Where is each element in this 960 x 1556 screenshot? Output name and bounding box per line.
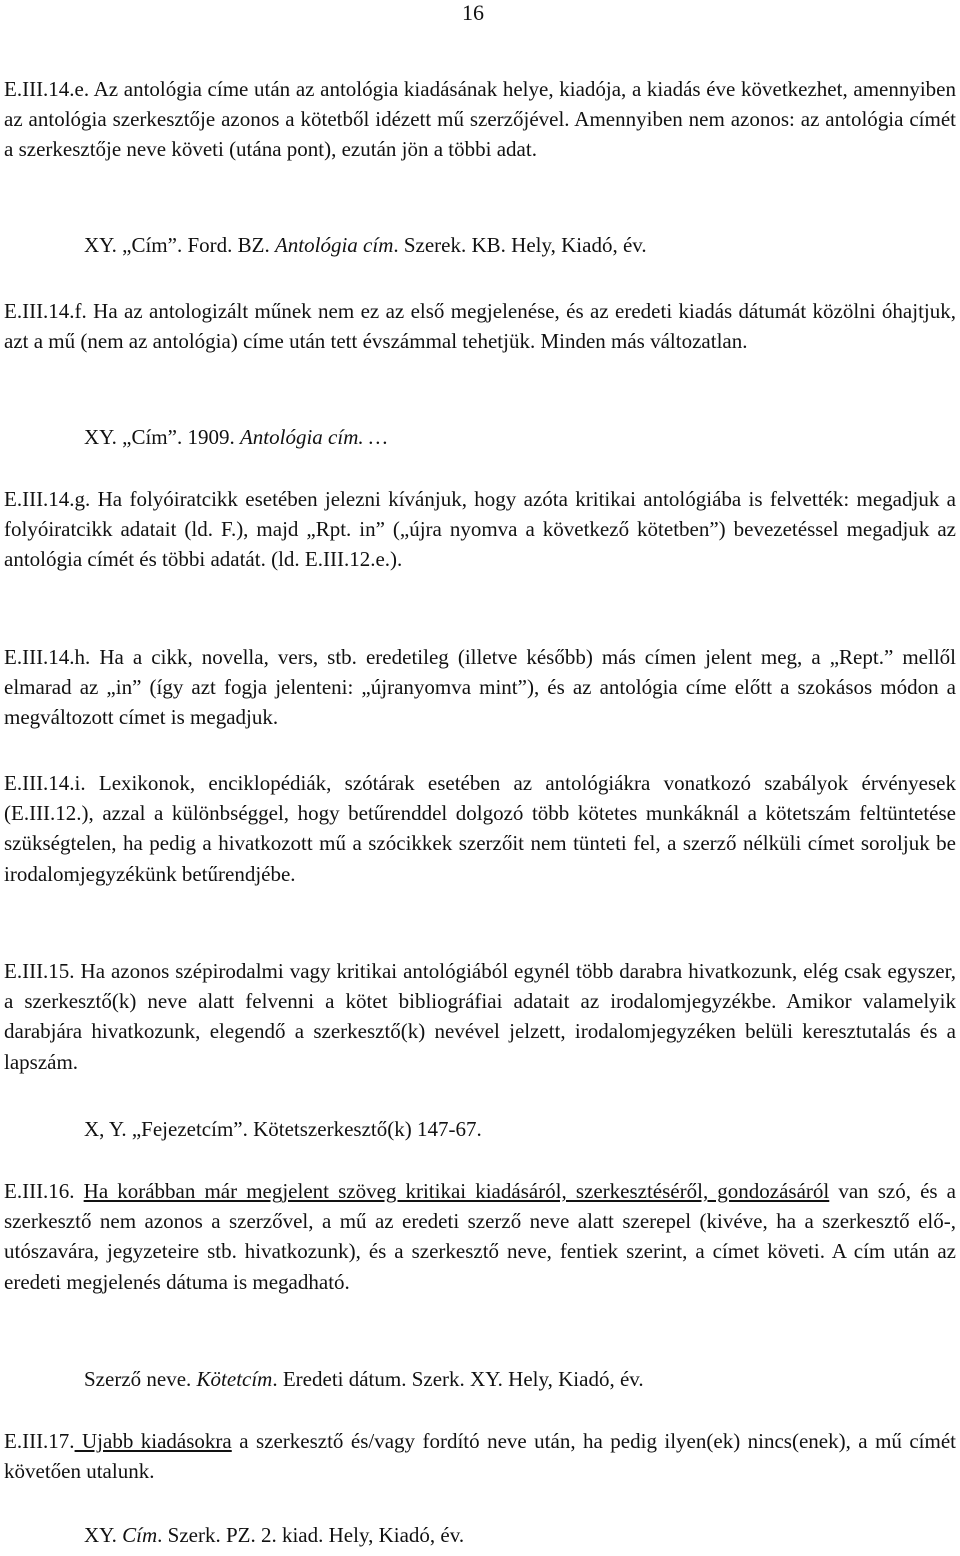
section-16-label: E.III.16. <box>4 1179 84 1203</box>
section-f-paragraph: E.III.14.f. Ha az antologizált műnek nem ez az első megjelenése, és az eredeti kiadás dátumát közölni óhajtjuk, azt a mű (nem az antológia) címe után tett évszámmal tehetjük. Minden más változatlan. <box>4 299 956 354</box>
section-g-paragraph: E.III.14.g. Ha folyóiratcikk esetében jelezni kívánjuk, hogy azóta kritikai antológiába is felvették: megadjuk a folyóiratcikk adatait (ld. F.), majd „Rpt. in” („újra nyomva a következő kötetben”) bevezetéssel megadjuk az antológia címét és többi adatát. (ld. E.III.12.e.). <box>4 487 956 572</box>
section-f-example-start: XY. „Cím”. 1909. <box>84 425 240 449</box>
section-16-example <box>84 1364 644 1394</box>
section-17-paragraph <box>4 1426 956 1486</box>
section-f-example <box>84 422 388 452</box>
section-17-example-end: . Szerk. PZ. 2. kiad. Hely, Kiadó, év. <box>157 1523 465 1547</box>
section-16-example-italic: Kötetcím <box>196 1367 273 1391</box>
section-e-example-italic: Antológia cím <box>274 233 394 257</box>
section-17-example-start: XY. <box>84 1523 123 1547</box>
section-16-underlined: Ha korábban már megjelent szöveg kritikai kiadásáról, szerkesztéséről, gondozásáról <box>83 1179 830 1203</box>
section-17-example <box>84 1520 464 1550</box>
section-e-example-start: XY. „Cím”. Ford. BZ. <box>84 233 275 257</box>
page-number: 16 <box>462 0 484 25</box>
section-h-paragraph: E.III.14.h. Ha a cikk, novella, vers, stb. eredetileg (illetve később) más címen jelent meg, a „Rept.” mellől elmarad az „in” (így azt fogja jelenteni: „újranyomva mint”), és az antológia címe előtt a szokásos módon a megváltozott címet is megadjuk. <box>4 645 956 730</box>
section-16-example-start: Szerző neve. <box>84 1367 197 1391</box>
section-16-example-end: . Eredeti dátum. Szerk. XY. Hely, Kiadó, év. <box>272 1367 644 1391</box>
section-15-paragraph: E.III.15. Ha azonos szépirodalmi vagy kritikai antológiából egynél több darabra hivatkozunk, elég csak egyszer, a szerkesztő(k) neve alatt felvenni a kötet bibliográfiai adatait az irodalomjegyzékbe. Amikor valamelyik darabjára hivatkozunk, elegendő a szerkesztő(k) nevével jelzett, irodalomjegyzéken belüli keresztutalás és a lapszám. <box>4 959 956 1074</box>
section-17-label: E.III.17. <box>4 1429 75 1453</box>
section-16-paragraph <box>4 1176 956 1297</box>
section-i-paragraph: E.III.14.i. Lexikonok, enciklopédiák, szótárak esetében az antológiákra vonatkozó szabályok érvényesek (E.III.12.), azzal a különbséggel, hogy betűrenddel dolgozó több kötetes munkáknál a kötetszám feltüntetése szükségtelen, ha pedig a hivatkozott mű a szócikkek szerzőit nem tünteti fel, a szerző nélküli címet soroljuk be irodalomjegyzékünk betűrendjébe. <box>4 771 956 886</box>
section-e-paragraph: E.III.14.e. Az antológia címe után az antológia kiadásának helye, kiadója, a kiadás éve következhet, amennyiben az antológia szerkesztője azonos a kötetből idézett mű szerzőjével. Amennyiben nem azonos: az antológia címét a szerkesztője neve követi (utána pont), ezután jön a többi adat. <box>4 77 956 162</box>
section-15-example: X, Y. „Fejezetcím”. Kötetszerkesztő(k) 147-67. <box>84 1117 482 1141</box>
section-17-rest: a szerkesztő és/vagy fordító neve után, ha pedig ilyen(ek) nincs(enek), a mű címét követően utalunk. <box>4 1429 956 1484</box>
section-e-example-end: . Szerek. KB. Hely, Kiadó, év. <box>393 233 647 257</box>
section-f-example-italic: Antológia cím. … <box>239 425 388 449</box>
section-17-underlined: Ujabb kiadásokra <box>74 1429 232 1453</box>
section-16-rest: van szó, és a szerkesztő nem azonos a szerzővel, a mű az eredeti szerző neve alatt szerepel (kivéve, ha a szerkesztő elő-, utószavára, jegyzeteire stb. hivatkozunk), és a szerkesztő neve, fentiek szerint, a címet követi. A cím után az eredeti megjelenés dátuma is megadható. <box>4 1179 956 1294</box>
section-e-example <box>84 230 647 260</box>
section-17-example-italic: Cím <box>122 1523 158 1547</box>
